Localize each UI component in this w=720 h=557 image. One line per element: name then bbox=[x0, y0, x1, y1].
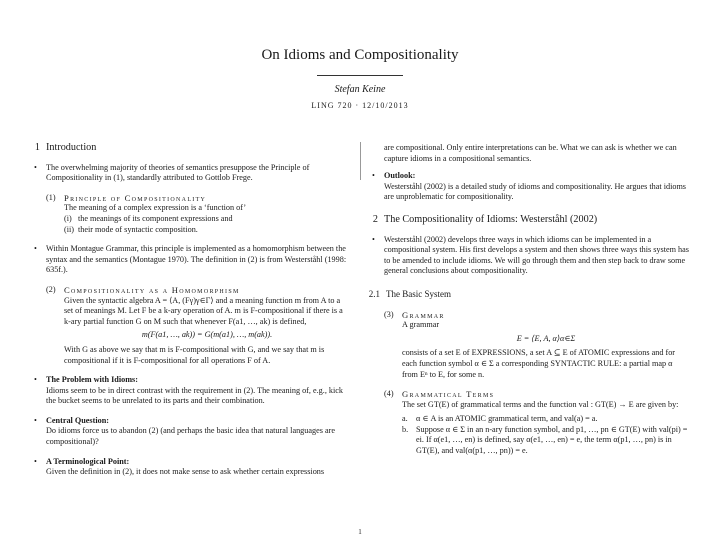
subitem-number: (ii) bbox=[64, 224, 75, 234]
example-3 bbox=[370, 310, 690, 381]
bullet-text: Idioms seem to be in direct contrast with the requirement in (2). The meaning of, e.g., kick the bucket seems to be unrelated to its parts and their combination. bbox=[46, 385, 344, 406]
section-number: 2 bbox=[372, 213, 378, 225]
subsection-title: The Basic System bbox=[386, 288, 451, 299]
example-label: Principle of Compositionality bbox=[64, 192, 207, 203]
example-label: Compositionality as a Homomorphism bbox=[64, 284, 240, 295]
subitem-text: α ∈ A is an ATOMIC grammatical term, and val(a) = a. bbox=[416, 414, 598, 424]
right-column bbox=[370, 143, 690, 466]
bullet-text: Westerståhl (2002) is a detailed study of idioms and compositionality. He argues that idioms are unproblematic for compositionality. bbox=[384, 181, 686, 202]
section-title: The Compositionality of Idioms: Westerståhl (2002) bbox=[384, 213, 598, 225]
example-subitem bbox=[64, 214, 350, 225]
example-subitem bbox=[402, 414, 690, 425]
section-heading-westerstahl bbox=[370, 215, 690, 226]
example-text: The meaning of a complex expression is a ‘function of’ bbox=[64, 203, 247, 213]
example-number: (1) bbox=[46, 192, 56, 202]
bullet-heading: • Central Question: bbox=[46, 415, 109, 425]
bullet-heading: • A Terminological Point: bbox=[46, 456, 130, 466]
course-date-line: LING 720 · 12/10/2013 bbox=[311, 101, 409, 110]
subitem-number: b. bbox=[402, 424, 409, 434]
subitem-text: their mode of syntactic composition. bbox=[78, 224, 198, 234]
subitem-number: (i) bbox=[64, 213, 72, 223]
bullet-montague: • Within Montague Grammar, this principle is implemented as a homomorphism between the syntax and the semantics (Montague 1970). The definition in (2) is from Westerståhl (1998: 635f.). bbox=[32, 244, 350, 276]
column-divider bbox=[360, 142, 361, 180]
example-text: A grammar bbox=[402, 320, 440, 330]
subitem-text: Suppose α ∈ Σ in an n-ary function symbol, and p1, …, pn ∈ GT(E) with val(pi) = ei. If α(e1, …, en) is defined, say α(e1, …, en) = e, the term α(p1, …, pn) is in GT(E), and val(α(p1, …, pn)) = e. bbox=[416, 424, 688, 456]
example-text: The set GT(E) of grammatical terms and the function val : GT(E) → E are given by: bbox=[402, 399, 679, 409]
author-name: Stefan Keine bbox=[334, 84, 386, 95]
homomorphism-formula: m(F(a1, …, ak)) = G(m(a1), …, m(ak)). bbox=[141, 330, 273, 340]
grammar-formula: E = ⟨E, A, α⟩α∈Σ bbox=[516, 333, 576, 343]
bullet-text: Given the definition in (2), it does not make sense to ask whether certain expressions bbox=[46, 467, 325, 477]
bullet-heading: • The Problem with Idioms: bbox=[46, 375, 138, 385]
example-number: (3) bbox=[384, 309, 394, 319]
example-text-2: With G as above we say that m is F-compositional with G, and we say that m is compositional if it is F-compositional for all operations F of A. bbox=[64, 344, 325, 365]
bullet-westerstahl-overview: • Westerståhl (2002) develops three ways in which idioms can be implemented in a compositional system. His first develops a system and then shows three ways this system has to be amended to include idioms. We will go through them and then step back to draw some general conclusions about compositionality. bbox=[370, 235, 690, 277]
example-label: Grammar bbox=[402, 309, 445, 320]
example-number: (4) bbox=[384, 389, 394, 399]
bullet-compositionality-intro: • The overwhelming majority of theories of semantics presuppose the Principle of Compositionality in (1), standardly attributed to Gottlob Frege. bbox=[32, 163, 350, 184]
subsection-number: 2.1 bbox=[368, 288, 380, 299]
continued-paragraph: are compositional. Only entire interpretations can be. What we can ask is whether we can capture idioms in a compositional semantics. bbox=[384, 143, 677, 163]
section-title: Introduction bbox=[46, 142, 97, 153]
bullet-text: Do idioms force us to abandon (2) (and perhaps the basic idea that natural languages are compositional)? bbox=[46, 426, 335, 447]
subitem-number: a. bbox=[402, 414, 408, 424]
example-text-2: consists of a set E of EXPRESSIONS, a set A ⊆ E of ATOMIC expressions and for each function symbol α ∈ Σ a corresponding SYNTACTIC RULE: a partial map α from Eⁿ to E, for some n. bbox=[402, 348, 676, 379]
bullet-terminological-point bbox=[32, 457, 350, 478]
example-subitem bbox=[64, 225, 350, 236]
bullet-heading: • Outlook: bbox=[384, 171, 416, 181]
example-text: Given the syntactic algebra A = ⟨A, (Fγ)γ∈Γ⟩ and a meaning function m from A to a set of meanings M. Let F be a k-ary operation of A. m is F-compositional if there is a k-ary partial function G on M such that whenever F(a1, …, ak) is defined, bbox=[64, 295, 343, 326]
subitem-text: the meanings of its component expressions and bbox=[78, 213, 233, 223]
bullet-outlook bbox=[370, 171, 690, 203]
section-heading-introduction bbox=[32, 143, 350, 154]
example-1 bbox=[32, 193, 350, 235]
bullet-central-question bbox=[32, 416, 350, 448]
subsection-heading-basic-system bbox=[370, 289, 690, 300]
example-subitem bbox=[402, 425, 690, 457]
example-4 bbox=[370, 389, 690, 457]
bullet-problem-with-idioms bbox=[32, 375, 350, 407]
section-number: 1 bbox=[34, 142, 40, 153]
title-rule bbox=[317, 75, 403, 76]
document-title: On Idioms and Compositionality bbox=[261, 47, 459, 63]
page-number: 1 bbox=[358, 528, 362, 536]
example-label: Grammatical Terms bbox=[402, 389, 495, 400]
example-number: (2) bbox=[46, 284, 56, 294]
example-2 bbox=[32, 285, 350, 366]
left-column bbox=[32, 143, 350, 487]
